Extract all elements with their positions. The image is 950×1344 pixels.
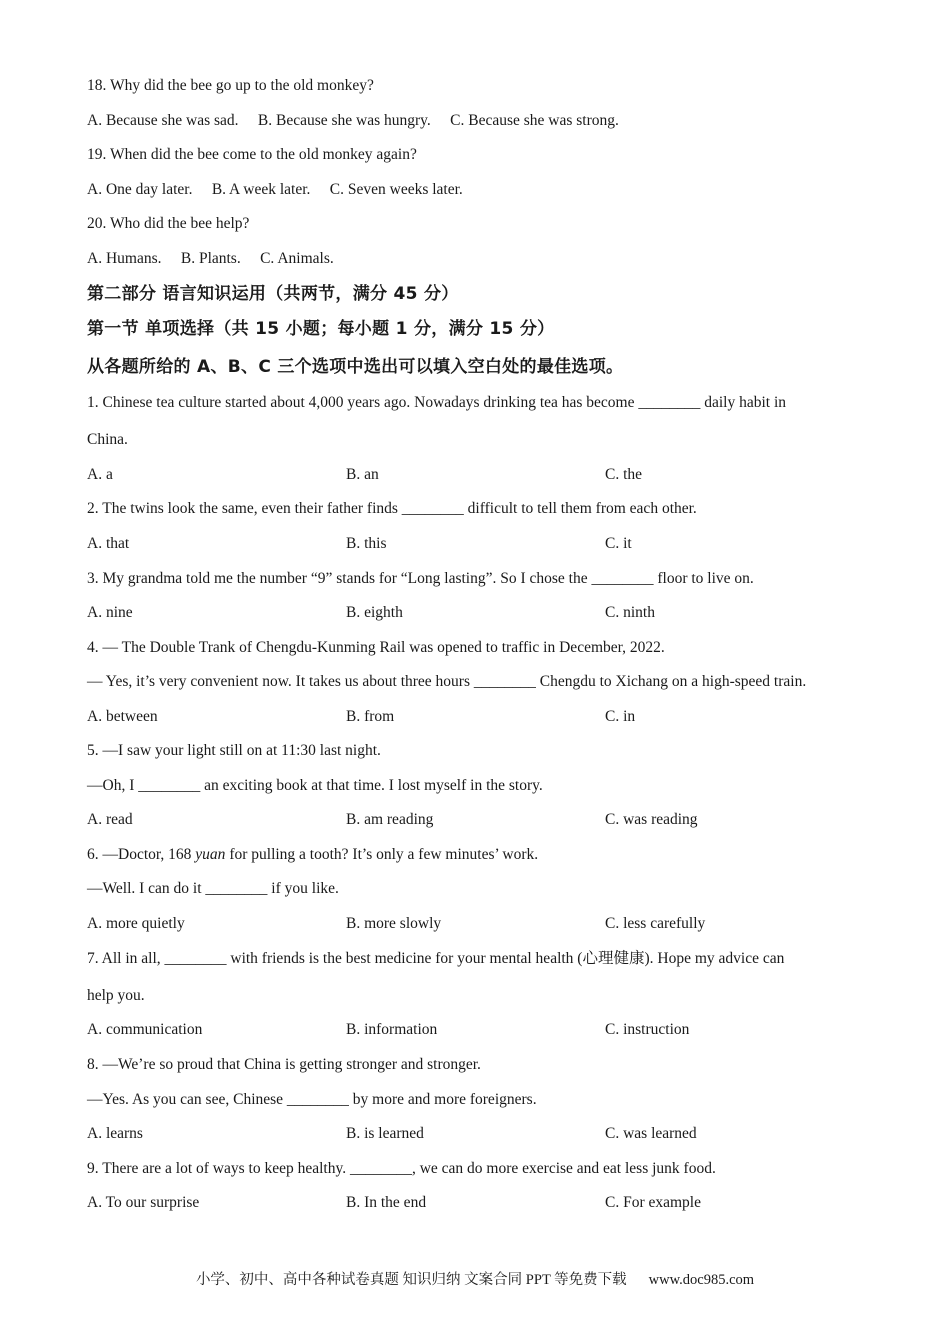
question-19-options: A. One day later. B. A week later. C. Seven weeks later. [87, 181, 463, 198]
q4-option-a: A. between [87, 708, 158, 725]
q2-option-b: B. this [346, 535, 387, 552]
q4-line-1: 4. — The Double Trank of Chengdu-Kunming Rail was opened to traffic in December, 2022. [87, 639, 665, 656]
q2-line-1: 2. The twins look the same, even their father finds ________ difficult to tell them from each other. [87, 500, 697, 517]
q3-option-a: A. nine [87, 604, 133, 621]
q7-line-2: help you. [87, 987, 145, 1004]
question-19: 19. When did the bee come to the old monkey again? [87, 146, 417, 163]
q8-option-c: C. was learned [605, 1125, 697, 1142]
q7-option-a: A. communication [87, 1021, 203, 1038]
q7-line-1: 7. All in all, ________ with friends is the best medicine for your mental health (心理健康). Hope my advice can [87, 950, 785, 967]
q9-option-c: C. For example [605, 1194, 701, 1211]
q7-option-b: B. information [346, 1021, 438, 1038]
q6-line-1-start: 6. —Doctor, 168 [87, 846, 196, 863]
q4-line-2: — Yes, it’s very convenient now. It takes us about three hours ________ Chengdu to Xichang on a high-speed train. [87, 673, 807, 690]
q8-line-2: —Yes. As you can see, Chinese ________ by more and more foreigners. [87, 1091, 537, 1108]
q5-line-2: —Oh, I ________ an exciting book at that time. I lost myself in the story. [87, 777, 543, 794]
q5-option-b: B. am reading [346, 811, 434, 828]
q6-yuan-italic: yuan [195, 846, 226, 863]
q8-option-a: A. learns [87, 1125, 143, 1142]
q1-line-1: 1. Chinese tea culture started about 4,000 years ago. Nowadays drinking tea has become ________ daily habit in [87, 394, 787, 411]
q6-line-2: —Well. I can do it ________ if you like. [87, 880, 339, 897]
q5-option-c: C. was reading [605, 811, 698, 828]
q4-option-b: B. from [346, 708, 395, 725]
q6-option-c: C. less carefully [605, 915, 706, 932]
q8-option-b: B. is learned [346, 1125, 424, 1142]
question-20-options: A. Humans. B. Plants. C. Animals. [87, 250, 334, 267]
q5-option-a: A. read [87, 811, 133, 828]
q6-option-a: A. more quietly [87, 915, 185, 932]
q3-line-1: 3. My grandma told me the number “9” stands for “Long lasting”. So I chose the ________ floor to live on. [87, 570, 754, 587]
q9-option-a: A. To our surprise [87, 1194, 200, 1211]
footer-url[interactable]: www.doc985.com [648, 1272, 755, 1288]
q1-option-c: C. the [605, 466, 643, 483]
q2-option-c: C. it [605, 535, 632, 552]
q9-option-b: B. In the end [346, 1194, 427, 1211]
q8-line-1: 8. —We’re so proud that China is getting stronger and stronger. [87, 1056, 481, 1073]
q6-line-1-end: for pulling a tooth? It’s only a few minutes’ work. [225, 846, 539, 863]
q3-option-b: B. eighth [346, 604, 403, 621]
q7-option-c: C. instruction [605, 1021, 690, 1038]
question-18-options: A. Because she was sad. B. Because she was hungry. C. Because she was strong. [87, 112, 619, 129]
q4-option-c: C. in [605, 708, 636, 725]
q2-option-a: A. that [87, 535, 130, 552]
q6-option-b: B. more slowly [346, 915, 442, 932]
part-title: 第二部分 语言知识运用（共两节，满分 45 分） [87, 284, 459, 304]
q1-option-b: B. an [346, 466, 379, 483]
q9-line-1: 9. There are a lot of ways to keep healthy. ________, we can do more exercise and eat less junk food. [87, 1160, 716, 1177]
section-instruction: 从各题所给的 A、B、C 三个选项中选出可以填入空白处的最佳选项。 [87, 357, 624, 377]
footer-text: 小学、初中、高中各种试卷真题 知识归纳 文案合同 PPT 等免费下载 [195, 1272, 627, 1288]
section-title: 第一节 单项选择（共 15 小题；每小题 1 分，满分 15 分） [87, 319, 555, 339]
question-18: 18. Why did the bee go up to the old monkey? [87, 77, 374, 94]
q1-line-2: China. [87, 431, 128, 448]
q3-option-c: C. ninth [605, 604, 655, 621]
q1-option-a: A. a [87, 466, 113, 483]
q5-line-1: 5. —I saw your light still on at 11:30 last night. [87, 742, 381, 759]
q6-line-1 [87, 845, 538, 865]
question-20: 20. Who did the bee help? [87, 215, 250, 232]
page-footer [0, 1270, 950, 1290]
